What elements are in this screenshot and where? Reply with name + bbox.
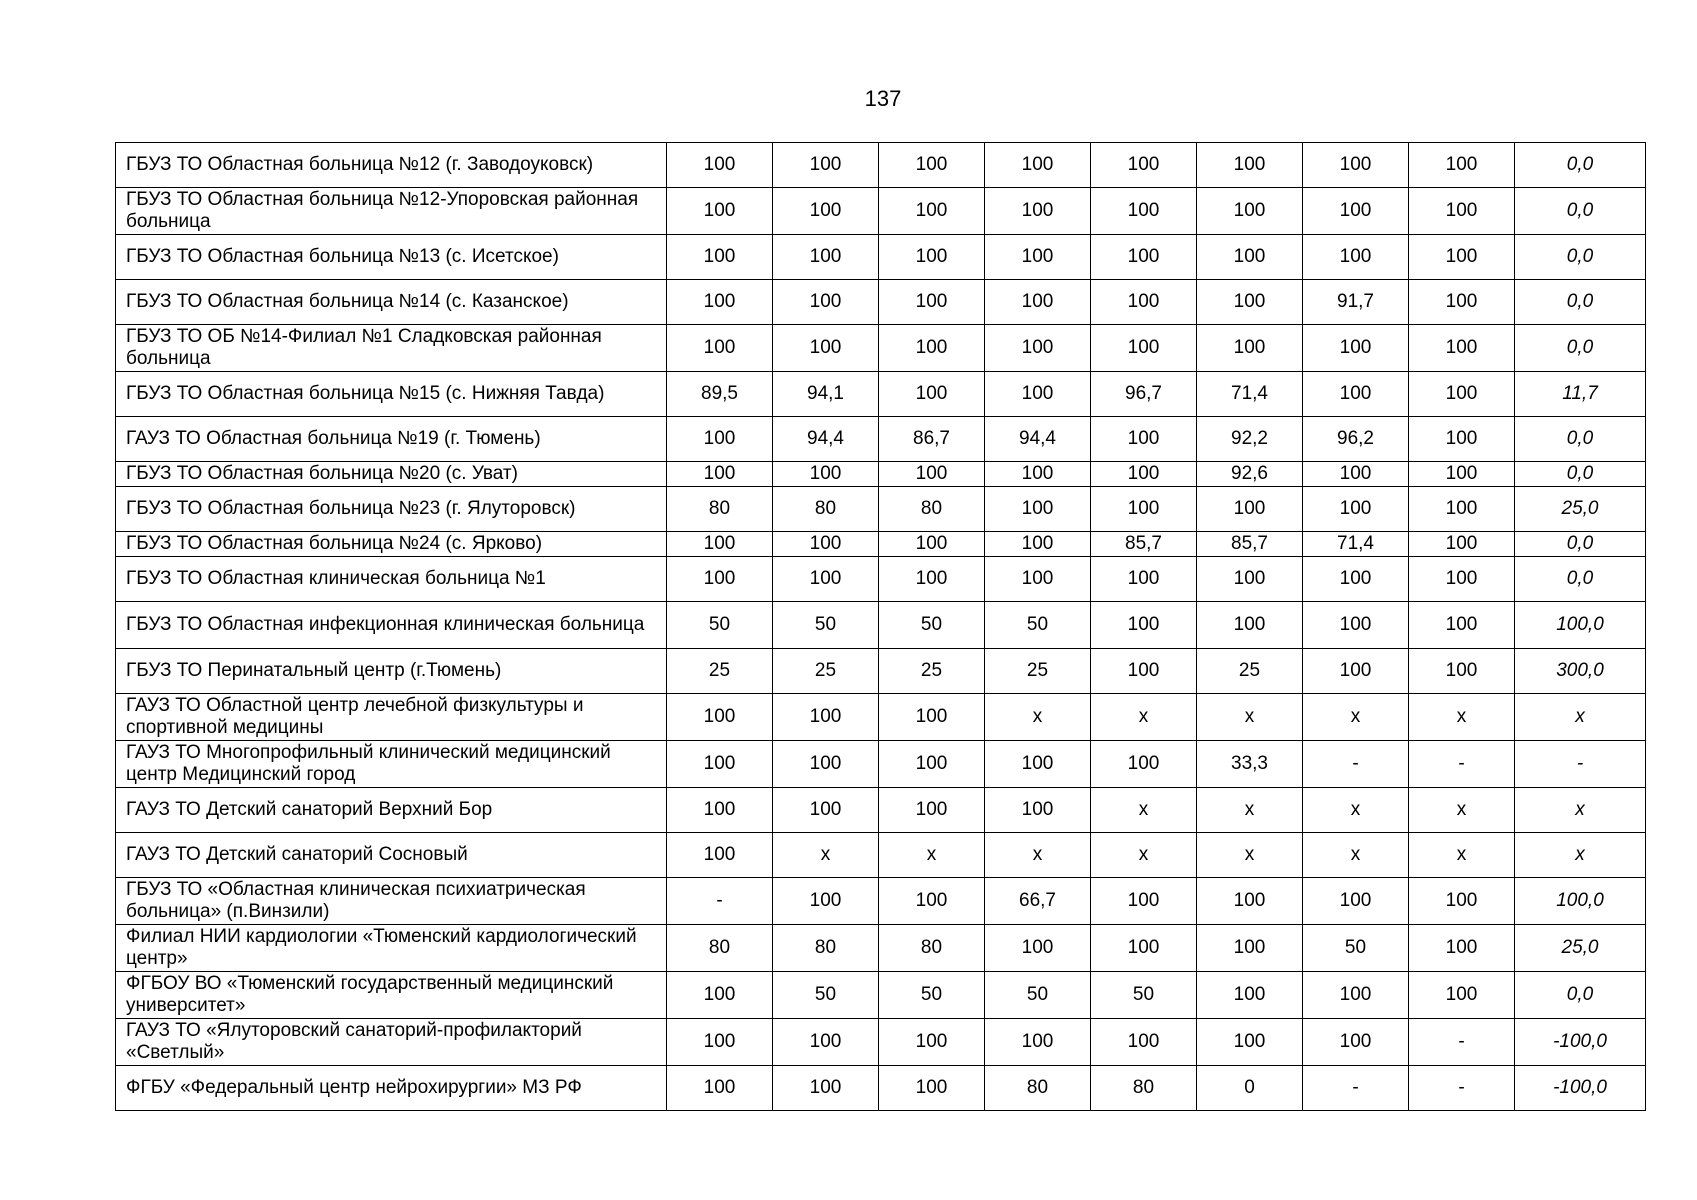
table-row (116, 188, 1646, 235)
table-row (116, 325, 1646, 372)
table-row (116, 649, 1646, 694)
organization-name-cell: ГБУЗ ТО ОБ №14-Филиал №1 Сладковская районная больница (116, 325, 667, 372)
value-cell: 100 (667, 325, 773, 372)
value-cell: 100 (1091, 235, 1197, 280)
value-cell: 66,7 (985, 878, 1091, 925)
value-cell: 100 (667, 188, 773, 235)
value-cell: 100 (667, 788, 773, 833)
value-cell: 100 (773, 878, 879, 925)
table-row (116, 532, 1646, 557)
organization-name-cell: ГАУЗ ТО Областной центр лечебной физкультуры и спортивной медицины (116, 694, 667, 741)
table-row (116, 972, 1646, 1019)
table-row (116, 235, 1646, 280)
value-cell: 100 (879, 878, 985, 925)
value-cell: 100 (1091, 143, 1197, 188)
value-cell: 100 (1409, 487, 1515, 532)
value-cell: 100 (667, 557, 773, 602)
value-cell: 100 (667, 1066, 773, 1111)
value-cell: 100 (879, 557, 985, 602)
change-value-cell: 0,0 (1515, 188, 1646, 235)
value-cell: 100 (879, 741, 985, 788)
change-value-cell: 11,7 (1515, 372, 1646, 417)
value-cell: 100 (879, 372, 985, 417)
value-cell: 25 (667, 649, 773, 694)
value-cell: x (1197, 788, 1303, 833)
value-cell: 100 (667, 972, 773, 1019)
organization-name-cell: ГАУЗ ТО Многопрофильный клинический медицинский центр Медицинский город (116, 741, 667, 788)
value-cell: 100 (773, 741, 879, 788)
value-cell: 100 (667, 143, 773, 188)
value-cell: 80 (667, 487, 773, 532)
organization-name-cell: ГБУЗ ТО Перинатальный центр (г.Тюмень) (116, 649, 667, 694)
value-cell: 100 (1303, 372, 1409, 417)
value-cell: 92,6 (1197, 462, 1303, 487)
table-row (116, 602, 1646, 649)
value-cell: 100 (1303, 487, 1409, 532)
value-cell: 94,1 (773, 372, 879, 417)
value-cell: 100 (1303, 462, 1409, 487)
value-cell: 100 (1409, 532, 1515, 557)
change-value-cell: -100,0 (1515, 1066, 1646, 1111)
table-row (116, 1066, 1646, 1111)
value-cell: 100 (1091, 280, 1197, 325)
value-cell: 100 (1303, 235, 1409, 280)
value-cell: 100 (773, 1066, 879, 1111)
change-value-cell: 0,0 (1515, 417, 1646, 462)
value-cell: 85,7 (1197, 532, 1303, 557)
value-cell: x (985, 694, 1091, 741)
value-cell: 100 (773, 462, 879, 487)
value-cell: 100 (1091, 462, 1197, 487)
value-cell: 100 (773, 557, 879, 602)
value-cell: 100 (667, 532, 773, 557)
value-cell: 100 (1409, 925, 1515, 972)
value-cell: 100 (1409, 878, 1515, 925)
organization-name-cell: ГБУЗ ТО Областная клиническая больница №1 (116, 557, 667, 602)
value-cell: 100 (773, 788, 879, 833)
value-cell: x (1409, 833, 1515, 878)
value-cell: 80 (667, 925, 773, 972)
value-cell: 100 (1091, 602, 1197, 649)
table-row (116, 280, 1646, 325)
value-cell: - (667, 878, 773, 925)
table-row (116, 462, 1646, 487)
value-cell: 100 (1091, 417, 1197, 462)
value-cell: - (1303, 1066, 1409, 1111)
value-cell: 100 (1409, 235, 1515, 280)
value-cell: 80 (773, 925, 879, 972)
value-cell: 100 (773, 235, 879, 280)
organization-name-cell: ГБУЗ ТО Областная больница №24 (с. Ярково) (116, 532, 667, 557)
value-cell: 71,4 (1197, 372, 1303, 417)
table-row (116, 878, 1646, 925)
table-row (116, 372, 1646, 417)
value-cell: 100 (1303, 188, 1409, 235)
value-cell: 89,5 (667, 372, 773, 417)
value-cell: 50 (773, 602, 879, 649)
value-cell: x (879, 833, 985, 878)
value-cell: 100 (1409, 557, 1515, 602)
value-cell: 91,7 (1303, 280, 1409, 325)
value-cell: 0 (1197, 1066, 1303, 1111)
organization-name-cell: ГАУЗ ТО Детский санаторий Верхний Бор (116, 788, 667, 833)
value-cell: 100 (879, 532, 985, 557)
organization-name-cell: ГАУЗ ТО Областная больница №19 (г. Тюмень) (116, 417, 667, 462)
value-cell: 85,7 (1091, 532, 1197, 557)
value-cell: 100 (1091, 487, 1197, 532)
value-cell: 96,2 (1303, 417, 1409, 462)
value-cell: 100 (1091, 1019, 1197, 1066)
value-cell: 100 (667, 741, 773, 788)
table-row (116, 833, 1646, 878)
value-cell: - (1409, 1066, 1515, 1111)
value-cell: 100 (1091, 741, 1197, 788)
organization-name-cell: Филиал НИИ кардиологии «Тюменский кардиологический центр» (116, 925, 667, 972)
value-cell: 100 (667, 417, 773, 462)
value-cell: x (773, 833, 879, 878)
value-cell: 25 (985, 649, 1091, 694)
value-cell: 80 (879, 925, 985, 972)
value-cell: 100 (1409, 649, 1515, 694)
value-cell: 100 (1197, 602, 1303, 649)
table-row (116, 925, 1646, 972)
value-cell: 50 (1303, 925, 1409, 972)
value-cell: 100 (1091, 925, 1197, 972)
value-cell: 100 (985, 325, 1091, 372)
organization-name-cell: ГБУЗ ТО Областная больница №13 (с. Исетское) (116, 235, 667, 280)
change-value-cell: -100,0 (1515, 1019, 1646, 1066)
change-value-cell: 0,0 (1515, 325, 1646, 372)
value-cell: 100 (879, 1019, 985, 1066)
table-body (116, 143, 1646, 1111)
value-cell: 80 (879, 487, 985, 532)
value-cell: 100 (1197, 1019, 1303, 1066)
value-cell: 100 (985, 235, 1091, 280)
value-cell: 100 (667, 462, 773, 487)
value-cell: 100 (1303, 878, 1409, 925)
change-value-cell: 100,0 (1515, 602, 1646, 649)
value-cell: 100 (1197, 235, 1303, 280)
change-value-cell: 100,0 (1515, 878, 1646, 925)
value-cell: 100 (879, 280, 985, 325)
value-cell: 100 (667, 235, 773, 280)
organization-name-cell: ГБУЗ ТО Областная больница №15 (с. Нижняя Тавда) (116, 372, 667, 417)
value-cell: 100 (879, 1066, 985, 1111)
value-cell: 100 (1197, 280, 1303, 325)
value-cell: 100 (1197, 972, 1303, 1019)
value-cell: 100 (667, 694, 773, 741)
table-row (116, 741, 1646, 788)
value-cell: 100 (985, 280, 1091, 325)
value-cell: x (985, 833, 1091, 878)
value-cell: x (1409, 694, 1515, 741)
value-cell: 100 (1197, 143, 1303, 188)
table-row (116, 1019, 1646, 1066)
value-cell: x (1197, 833, 1303, 878)
value-cell: 100 (1409, 417, 1515, 462)
value-cell: 100 (1303, 557, 1409, 602)
value-cell: 50 (985, 602, 1091, 649)
change-value-cell: - (1515, 741, 1646, 788)
change-value-cell: 0,0 (1515, 972, 1646, 1019)
organization-name-cell: ГБУЗ ТО Областная больница №23 (г. Ялуторовск) (116, 487, 667, 532)
value-cell: 100 (1197, 878, 1303, 925)
value-cell: 100 (1409, 602, 1515, 649)
change-value-cell: 0,0 (1515, 532, 1646, 557)
value-cell: 50 (773, 972, 879, 1019)
value-cell: 100 (985, 462, 1091, 487)
value-cell: 100 (1303, 649, 1409, 694)
value-cell: 100 (773, 280, 879, 325)
value-cell: 100 (985, 188, 1091, 235)
value-cell: 94,4 (773, 417, 879, 462)
value-cell: 100 (1197, 325, 1303, 372)
value-cell: 100 (879, 235, 985, 280)
value-cell: 100 (1091, 878, 1197, 925)
table-row (116, 143, 1646, 188)
value-cell: x (1303, 788, 1409, 833)
value-cell: 25 (879, 649, 985, 694)
value-cell: x (1303, 694, 1409, 741)
change-value-cell: x (1515, 788, 1646, 833)
change-value-cell: 0,0 (1515, 557, 1646, 602)
value-cell: 100 (1197, 188, 1303, 235)
value-cell: 100 (985, 1019, 1091, 1066)
value-cell: 50 (985, 972, 1091, 1019)
value-cell: 100 (1197, 557, 1303, 602)
value-cell: 100 (1091, 557, 1197, 602)
change-value-cell: 0,0 (1515, 280, 1646, 325)
value-cell: 94,4 (985, 417, 1091, 462)
value-cell: 100 (1091, 649, 1197, 694)
value-cell: 100 (1409, 372, 1515, 417)
value-cell: 96,7 (1091, 372, 1197, 417)
value-cell: 100 (985, 741, 1091, 788)
value-cell: 100 (879, 462, 985, 487)
table-row (116, 788, 1646, 833)
value-cell: 100 (773, 1019, 879, 1066)
organization-name-cell: ГАУЗ ТО Детский санаторий Сосновый (116, 833, 667, 878)
value-cell: 100 (1409, 143, 1515, 188)
organization-name-cell: ГБУЗ ТО Областная больница №14 (с. Казанское) (116, 280, 667, 325)
organization-name-cell: ГБУЗ ТО Областная больница №20 (с. Уват) (116, 462, 667, 487)
change-value-cell: 25,0 (1515, 925, 1646, 972)
change-value-cell: x (1515, 833, 1646, 878)
value-cell: 33,3 (1197, 741, 1303, 788)
change-value-cell: 0,0 (1515, 462, 1646, 487)
value-cell: - (1303, 741, 1409, 788)
value-cell: 100 (1409, 280, 1515, 325)
value-cell: x (1303, 833, 1409, 878)
value-cell: x (1091, 694, 1197, 741)
value-cell: x (1091, 833, 1197, 878)
change-value-cell: 0,0 (1515, 143, 1646, 188)
value-cell: 100 (1409, 972, 1515, 1019)
value-cell: 100 (879, 694, 985, 741)
organization-name-cell: ГБУЗ ТО Областная инфекционная клиническая больница (116, 602, 667, 649)
value-cell: 100 (985, 372, 1091, 417)
change-value-cell: x (1515, 694, 1646, 741)
organization-name-cell: ФГБОУ ВО «Тюменский государственный медицинский университет» (116, 972, 667, 1019)
value-cell: x (1409, 788, 1515, 833)
value-cell: 80 (773, 487, 879, 532)
value-cell: 50 (879, 972, 985, 1019)
value-cell: 100 (773, 694, 879, 741)
table-row (116, 487, 1646, 532)
value-cell: 92,2 (1197, 417, 1303, 462)
value-cell: - (1409, 1019, 1515, 1066)
value-cell: - (1409, 741, 1515, 788)
table-row (116, 417, 1646, 462)
organization-name-cell: ГБУЗ ТО Областная больница №12-Упоровская районная больница (116, 188, 667, 235)
value-cell: 80 (985, 1066, 1091, 1111)
value-cell: 80 (1091, 1066, 1197, 1111)
value-cell: 100 (773, 532, 879, 557)
value-cell: 100 (667, 280, 773, 325)
value-cell: 100 (985, 788, 1091, 833)
value-cell: 86,7 (879, 417, 985, 462)
value-cell: 100 (773, 325, 879, 372)
value-cell: 100 (773, 188, 879, 235)
table-row (116, 557, 1646, 602)
organization-name-cell: ГБУЗ ТО «Областная клиническая психиатрическая больница» (п.Винзили) (116, 878, 667, 925)
value-cell: 100 (1303, 602, 1409, 649)
value-cell: 50 (879, 602, 985, 649)
data-table (115, 142, 1646, 1111)
page-number: 137 (864, 86, 902, 111)
change-value-cell: 25,0 (1515, 487, 1646, 532)
value-cell: 100 (667, 1019, 773, 1066)
change-value-cell: 0,0 (1515, 235, 1646, 280)
value-cell: 25 (1197, 649, 1303, 694)
value-cell: x (1197, 694, 1303, 741)
table-row (116, 694, 1646, 741)
value-cell: 100 (985, 143, 1091, 188)
value-cell: 100 (985, 487, 1091, 532)
value-cell: 71,4 (1303, 532, 1409, 557)
value-cell: 100 (1409, 325, 1515, 372)
value-cell: 100 (985, 925, 1091, 972)
value-cell: 100 (1303, 143, 1409, 188)
value-cell: 100 (1197, 487, 1303, 532)
value-cell: 100 (1409, 462, 1515, 487)
value-cell: 100 (879, 325, 985, 372)
value-cell: 50 (1091, 972, 1197, 1019)
organization-name-cell: ФГБУ «Федеральный центр нейрохирургии» МЗ РФ (116, 1066, 667, 1111)
value-cell: 100 (1303, 972, 1409, 1019)
value-cell: 100 (879, 188, 985, 235)
value-cell: 100 (667, 833, 773, 878)
value-cell: 100 (1303, 1019, 1409, 1066)
organization-name-cell: ГБУЗ ТО Областная больница №12 (г. Заводоуковск) (116, 143, 667, 188)
value-cell: 100 (773, 143, 879, 188)
value-cell: 100 (879, 143, 985, 188)
value-cell: 100 (879, 788, 985, 833)
value-cell: 100 (985, 532, 1091, 557)
organization-name-cell: ГАУЗ ТО «Ялуторовский санаторий-профилакторий «Светлый» (116, 1019, 667, 1066)
value-cell: 100 (1091, 188, 1197, 235)
value-cell: 100 (1197, 925, 1303, 972)
value-cell: 100 (1091, 325, 1197, 372)
value-cell: x (1091, 788, 1197, 833)
value-cell: 25 (773, 649, 879, 694)
value-cell: 50 (667, 602, 773, 649)
value-cell: 100 (1409, 188, 1515, 235)
value-cell: 100 (1303, 325, 1409, 372)
value-cell: 100 (985, 557, 1091, 602)
change-value-cell: 300,0 (1515, 649, 1646, 694)
